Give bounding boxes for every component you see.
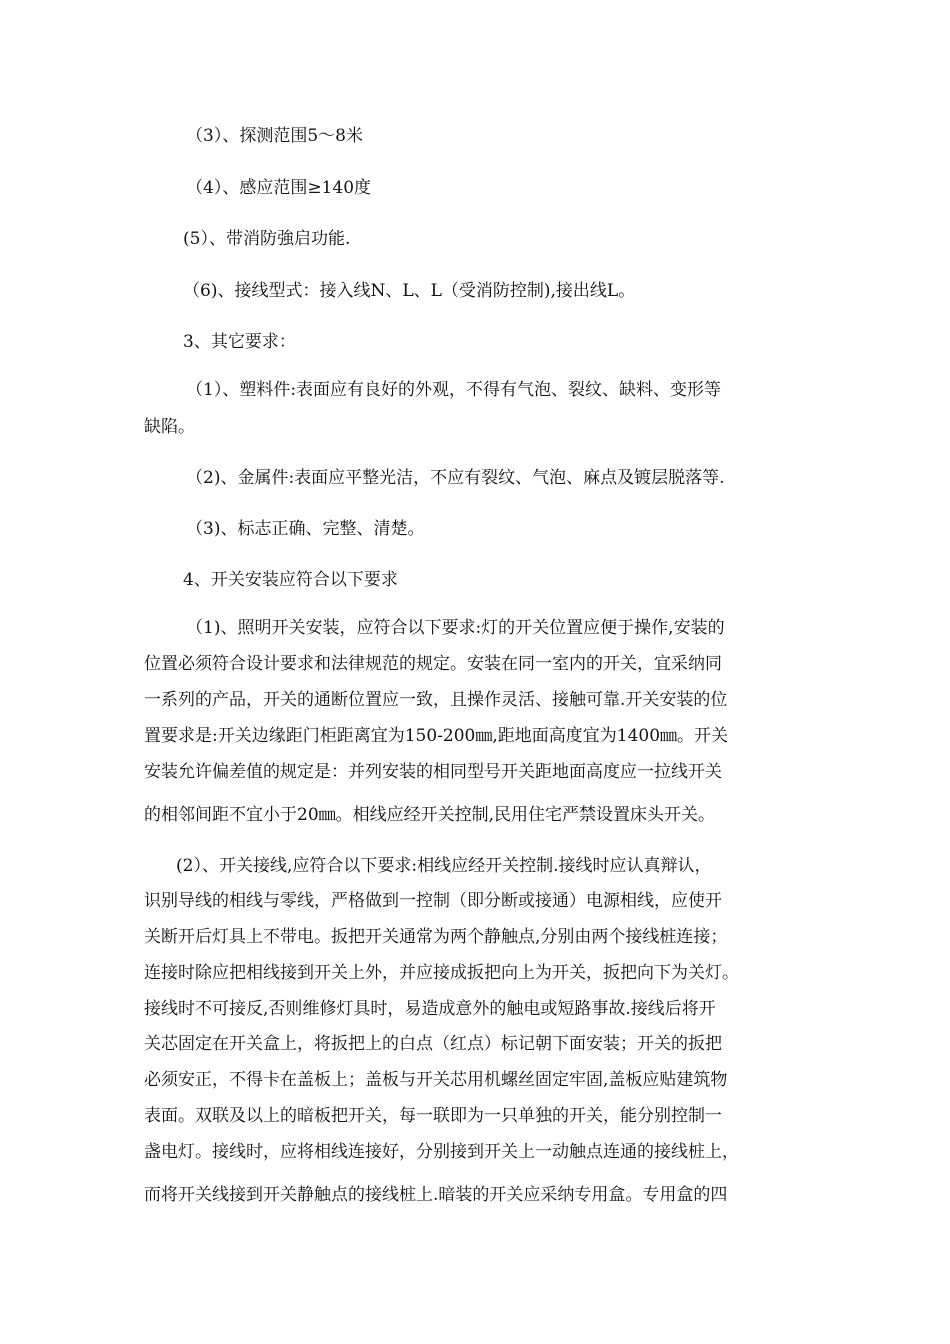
text-line: （6)、接线型式：接入线N、L、L（受消防控制),接出线L。 bbox=[183, 281, 636, 301]
text-line: (2）、开关接线,应符合以下要求:相线应经开关控制.接线时应认真辩认， bbox=[176, 856, 712, 876]
text-line: 的相邻间距不宜小于20㎜。相线应经开关控制,民用住宅严禁设置床头开关。 bbox=[144, 805, 716, 825]
text-line: 连接时除应把相线接到开关上外，并应接成扳把向上为开关，扳把向下为关灯。 bbox=[144, 963, 739, 983]
section-heading: 3、其它要求： bbox=[183, 332, 296, 352]
text-line: (5）、带消防強启功能. bbox=[183, 229, 351, 249]
text-line: 而将开关线接到开关静触点的接线桩上.暗装的开关应采纳专用盒。专用盒的四 bbox=[144, 1185, 728, 1205]
text-line: （2)、金属件:表面应平整光洁，不应有裂纹、气泡、麻点及镀层脱落等. bbox=[186, 468, 725, 488]
text-line: 表面。双联及以上的暗板把开关，每一联即为一只单独的开关，能分别控制一 bbox=[144, 1106, 722, 1126]
section-heading: 4、开关安装应符合以下要求 bbox=[183, 570, 398, 590]
text-line: 识别导线的相线与零线，严格做到一控制（即分断或接通）电源相线，应使开 bbox=[144, 891, 722, 911]
text-line: 关断开后灯具上不带电。扳把开关通常为两个静触点,分别由两个接线桩连接； bbox=[144, 927, 728, 947]
text-line: 缺陷。 bbox=[144, 417, 195, 437]
text-line: 接线时不可接反,否则维修灯具时，易造成意外的触电或短路事故.接线后将开 bbox=[144, 999, 716, 1019]
text-line: 一系列的产品，开关的通断位置应一致，且操作灵活、接触可靠.开关安装的位 bbox=[144, 690, 728, 710]
text-line: 安装允许偏差值的规定是：并列安装的相同型号开关距地面高度应一拉线开关 bbox=[144, 762, 722, 782]
text-line: 必须安正，不得卡在盖板上；盖板与开关芯用机螺丝固定牢固,盖板应贴建筑物 bbox=[144, 1070, 728, 1090]
text-line: （1）、塑料件:表面应有良好的外观，不得有气泡、裂纹、缺料、变形等 bbox=[186, 380, 722, 400]
text-line: （1)、照明开关安装，应符合以下要求:灯的开关位置应便于操作,安装的 bbox=[186, 618, 725, 638]
text-line: （3)、标志正确、完整、清楚。 bbox=[186, 519, 425, 539]
text-line: 置要求是:开关边缘距门柜距离宜为150-200㎜,距地面高度宜为1400㎜。开关 bbox=[144, 726, 729, 746]
text-line: （3）、探测范围5～8米 bbox=[186, 126, 363, 146]
text-line: 盏电灯。接线时，应将相线连接好，分别接到开关上一动触点连通的接线桩上， bbox=[144, 1142, 739, 1162]
text-line: 关芯固定在开关盒上，将扳把上的白点（红点）标记朝下面安装；开关的扳把 bbox=[144, 1034, 722, 1054]
text-line: （4）、感应范围≥140度 bbox=[186, 178, 372, 198]
text-line: 位置必须符合设计要求和法律规范的规定。安装在同一室内的开关，宜采纳同 bbox=[144, 654, 722, 674]
